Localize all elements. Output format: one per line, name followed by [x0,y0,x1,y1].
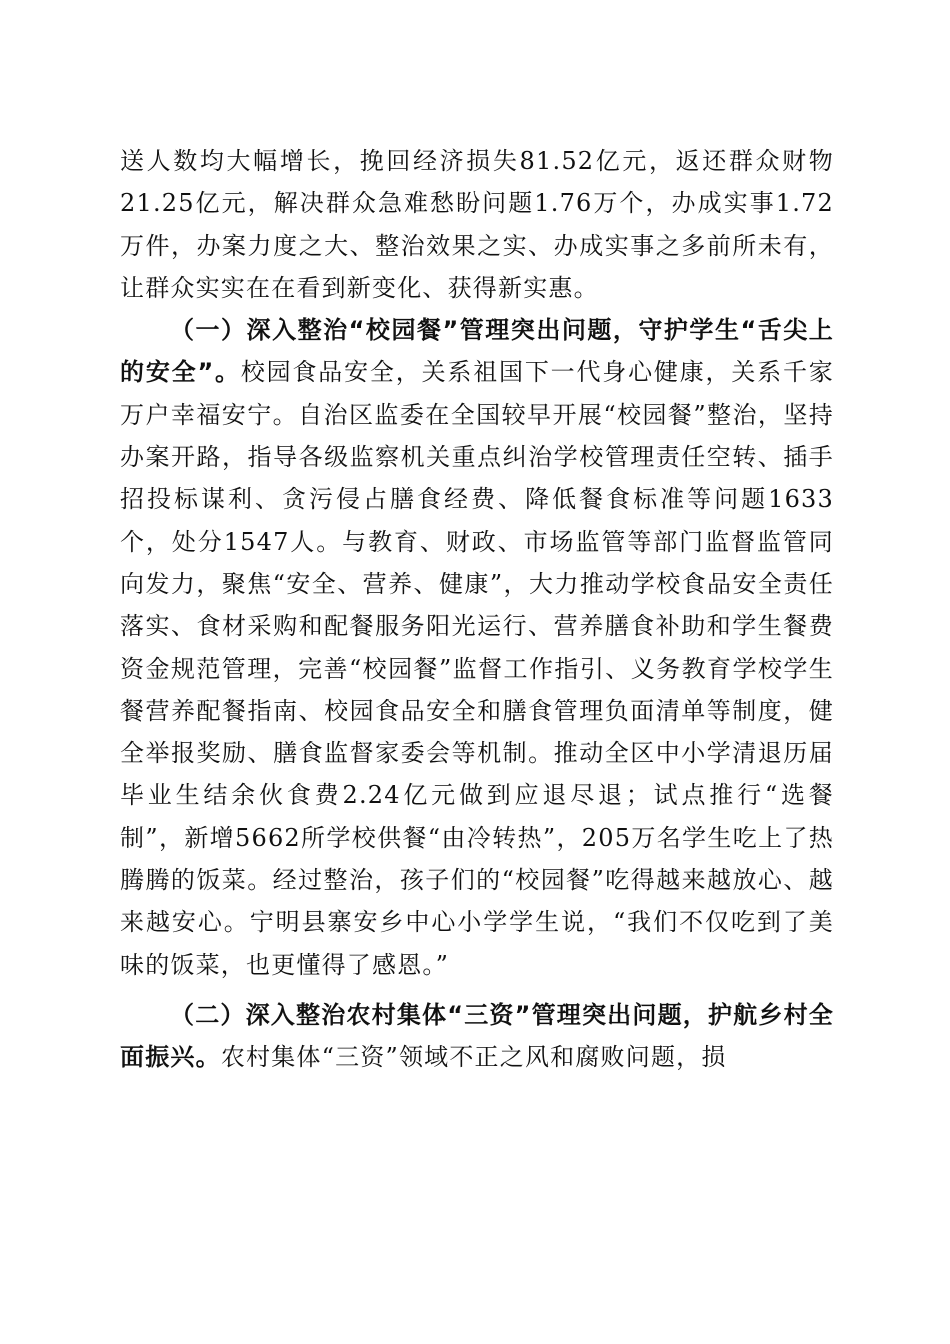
paragraph-text: 送人数均大幅增长，挽回经济损失81.52亿元，返还群众财物21.25亿元，解决群众急难愁盼问题1.76万个，办成实事1.72万件，办案力度之大、整治效果之实、办成实事之多前所未有，让群众实实在在看到新变化、获得新实惠。 [120,147,834,302]
paragraph-rural-assets [120,994,834,1079]
section-heading-school-meals: （一）深入整治“校园餐”管理突出问题，守护学生“舌尖上的安全”。 [120,316,834,387]
paragraph-text: 校园食品安全，关系祖国下一代身心健康，关系千家万户幸福安宁。自治区监委在全国较早开展“校园餐”整治，坚持办案开路，指导各级监察机关重点纠治学校管理责任空转、插手招投标谋利、贪污侵占膳食经费、降低餐食标准等问题1633个，处分1547人。与教育、财政、市场监管等部门监督监管同向发力，聚焦“安全、营养、健康”，大力推动学校食品安全责任落实、食材采购和配餐服务阳光运行、营养膳食补助和学生餐费资金规范管理，完善“校园餐”监督工作指引、义务教育学校学生餐营养配餐指南、校园食品安全和膳食管理负面清单等制度，健全举报奖励、膳食监督家委会等机制。推动全区中小学清退历届毕业生结余伙食费2.24亿元做到应退尽退；试点推行“选餐制”，新增5662所学校供餐“由冷转热”，205万名学生吃上了热腾腾的饭菜。经过整治，孩子们的“校园餐”吃得越来越放心、越来越安心。宁明县寨安乡中心小学学生说，“我们不仅吃到了美味的饭菜，也更懂得了感恩。” [120,358,834,979]
paragraph-spacer [120,986,834,994]
document-body [120,140,834,1079]
paragraph-continuation [120,140,834,309]
section-heading-rural-assets: （二）深入整治农村集体“三资”管理突出问题，护航乡村全面振兴。 [120,1000,834,1072]
paragraph-text: 农村集体“三资”领域不正之风和腐败问题，损 [220,1043,727,1072]
paragraph-school-meals [120,309,834,986]
